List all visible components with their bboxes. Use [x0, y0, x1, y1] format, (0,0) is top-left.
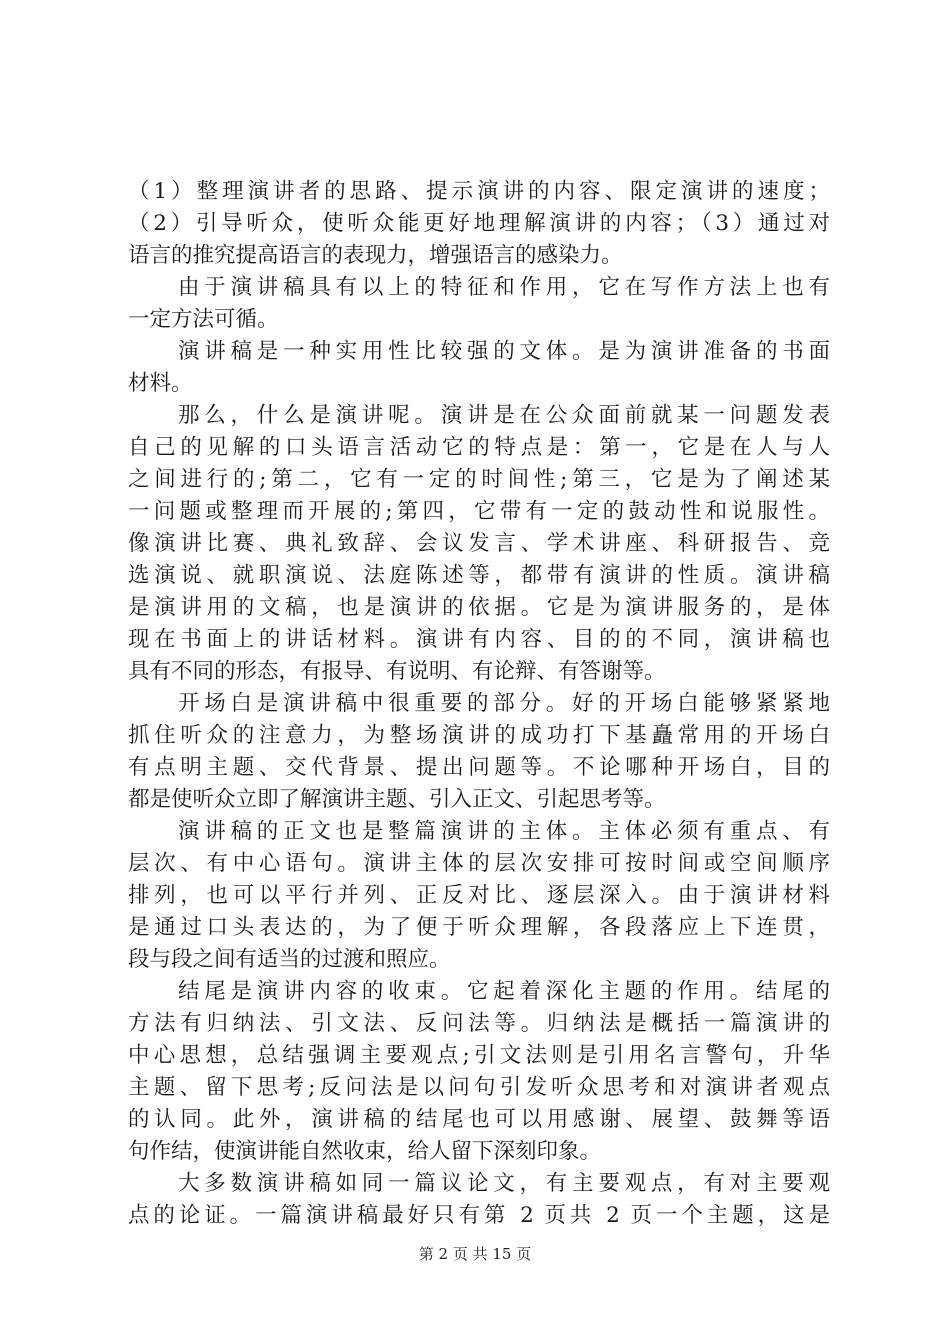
text-line: 方法有归纳法、引文法、反问法等。归纳法是概括一篇演讲的: [128, 1011, 830, 1036]
text-line: （1）整理演讲者的思路、提示演讲的内容、限定演讲的速度；: [128, 179, 830, 204]
text-line: 结尾是演讲内容的收束。它起着深化主题的作用。结尾的: [178, 979, 830, 1004]
body-text: [128, 176, 830, 1232]
text-line: 语言的推究提高语言的表现力，增强语言的感染力。: [128, 243, 623, 268]
text-line: 具有不同的形态，有报导、有说明、有论辩、有答谢等。: [128, 659, 666, 684]
text-line: 有点明主题、交代背景、提出问题等。不论哪种开场白，目的: [128, 755, 830, 780]
text-line: 像演讲比赛、典礼致辞、会议发言、学术讲座、科研报告、竞: [128, 531, 830, 556]
text-line: 是演讲用的文稿，也是演讲的依据。它是为演讲服务的，是体: [128, 595, 830, 620]
text-line: 材料。: [128, 371, 193, 396]
text-line: 选演说、就职演说、法庭陈述等，都带有演讲的性质。演讲稿: [128, 563, 830, 588]
text-line: 句作结，使演讲能自然收束，给人留下深刻印象。: [128, 1139, 602, 1164]
text-line: 演讲稿的正文也是整篇演讲的主体。主体必须有重点、有: [178, 819, 830, 844]
text-line: 主题、留下思考;反问法是以问句引发听众思考和对演讲者观点: [128, 1075, 830, 1100]
text-line: 那么，什么是演讲呢。演讲是在公众面前就某一问题发表: [178, 403, 830, 428]
text-line: （2）引导听众，使听众能更好地理解演讲的内容；（3）通过对: [128, 211, 830, 236]
text-line: 一问题或整理而开展的;第四，它带有一定的鼓动性和说服性。: [128, 499, 830, 524]
text-line: 一定方法可循。: [128, 307, 279, 332]
text-line: 开场白是演讲稿中很重要的部分。好的开场白能够紧紧地: [178, 691, 830, 716]
text-line: 演讲稿是一种实用性比较强的文体。是为演讲准备的书面: [178, 339, 830, 364]
text-line: 自己的见解的口头语言活动它的特点是：第一，它是在人与人: [128, 435, 830, 460]
text-line: 由于演讲稿具有以上的特征和作用，它在写作方法上也有: [178, 275, 830, 300]
text-line: 中心思想，总结强调主要观点;引文法则是引用名言警句，升华: [128, 1043, 830, 1068]
text-line: 抓住听众的注意力，为整场演讲的成功打下基矗常用的开场白: [128, 723, 830, 748]
text-line: 是通过口头表达的，为了便于听众理解，各段落应上下连贯，: [128, 915, 830, 940]
text-line: 之间进行的;第二，它有一定的时间性;第三，它是为了阐述某: [128, 467, 830, 492]
page-footer: 第 2 页 共 15 页: [418, 1245, 532, 1263]
text-line: 层次、有中心语句。演讲主体的层次安排可按时间或空间顺序: [128, 851, 830, 876]
text-line: 大多数演讲稿如同一篇议论文，有主要观点，有对主要观: [178, 1171, 830, 1196]
text-line: 都是使听众立即了解演讲主题、引入正文、引起思考等。: [128, 787, 666, 812]
text-line: 的认同。此外，演讲稿的结尾也可以用感谢、展望、鼓舞等语: [128, 1107, 830, 1132]
text-line: 点的论证。一篇演讲稿最好只有第 2 页共 2 页一个主题，这是: [128, 1203, 830, 1228]
text-line: 排列，也可以平行并列、正反对比、逐层深入。由于演讲材料: [128, 883, 830, 908]
text-line: 段与段之间有适当的过渡和照应。: [128, 947, 451, 972]
text-line: 现在书面上的讲话材料。演讲有内容、目的的不同，演讲稿也: [128, 627, 830, 652]
